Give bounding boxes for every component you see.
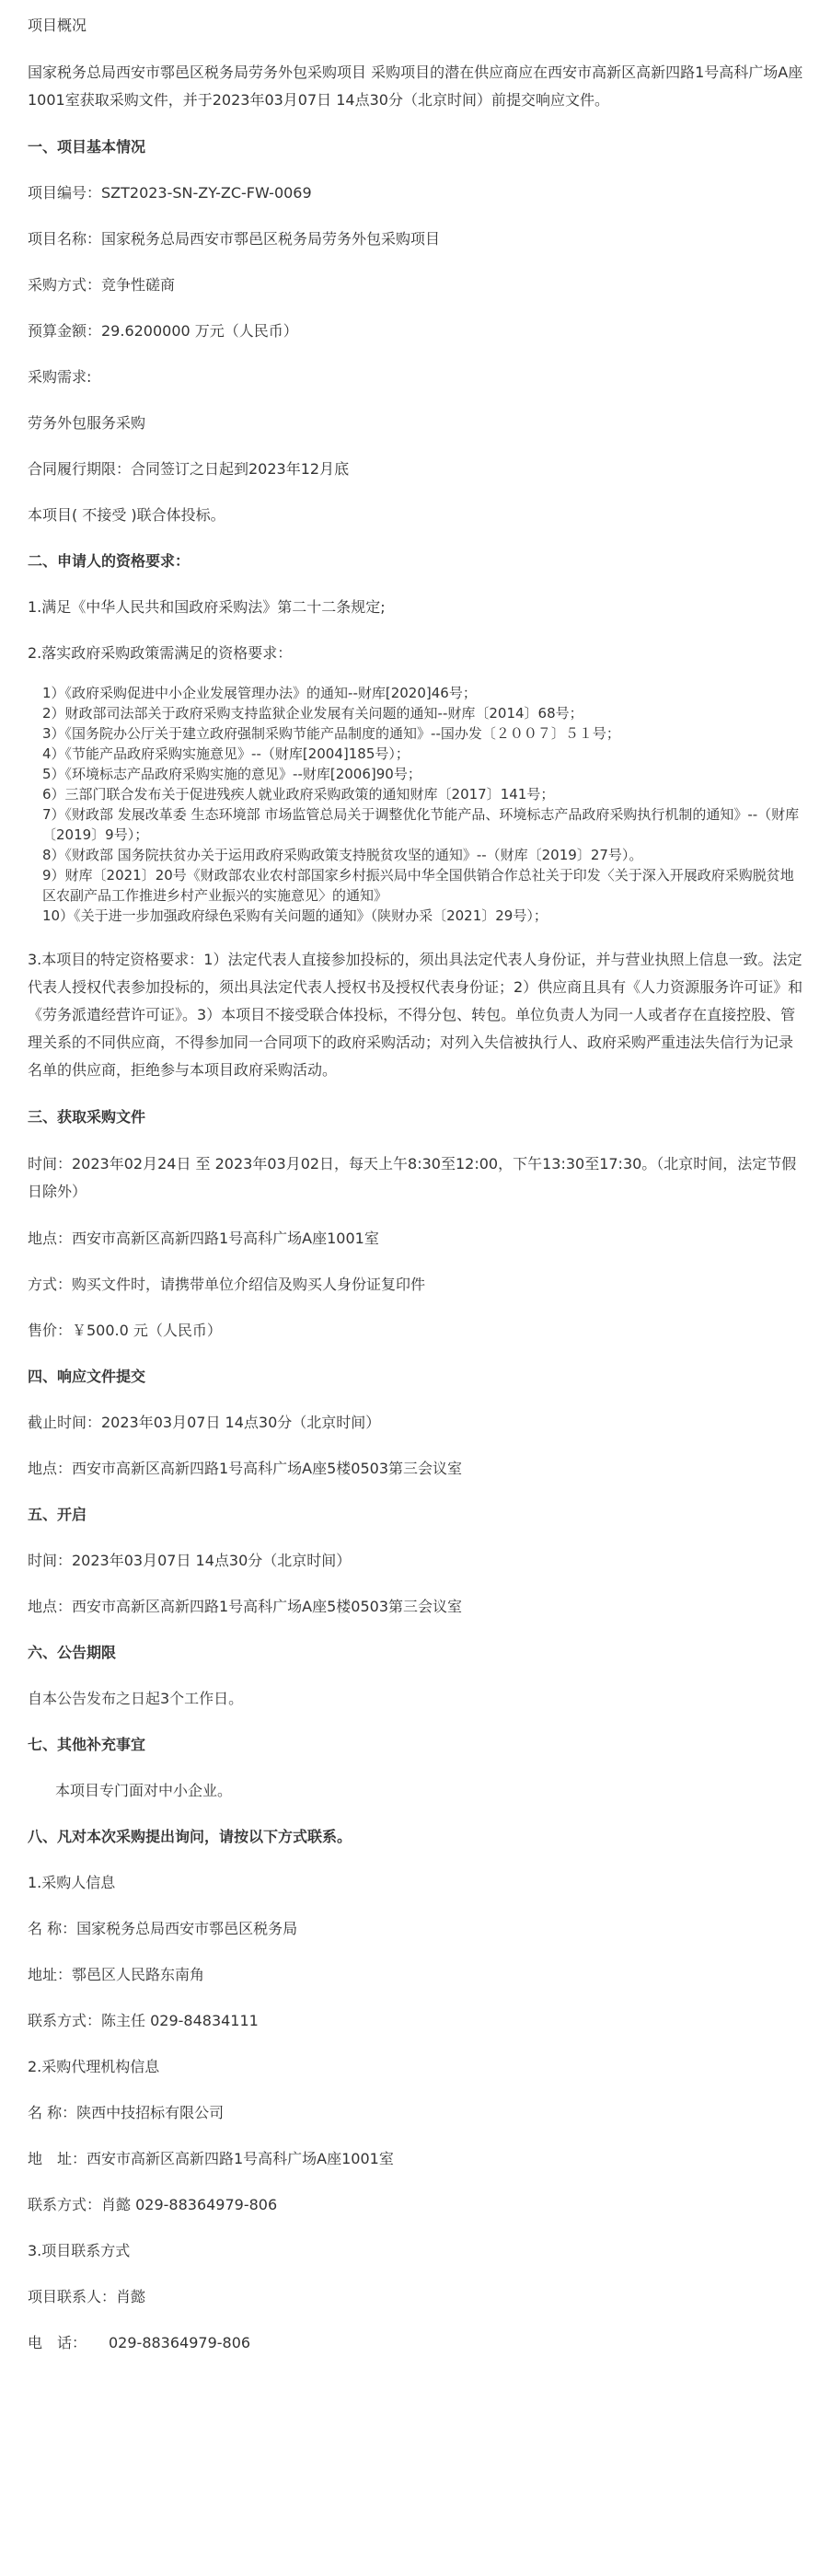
policy-item: 9）财库〔2021〕20号《财政部农业农村部国家乡村振兴局中华全国供销合作总社关于印发〈关于深入开展政府采购脱贫地区农副产品工作推进乡村产业振兴的实施意见〉的通知》 [42,867,794,904]
agency-name: 名 称：陕西中技招标有限公司 [28,2104,225,2121]
obtain-price: 售价：￥500.0 元（人民币） [28,1322,222,1339]
opening-place: 地点：西安市高新区高新四路1号高科广场A座5楼0503第三会议室 [28,1598,463,1615]
policy-item: 4）《节能产品政府采购实施意见》--（财库[2004]185号）； [42,745,410,762]
section-heading-qualifications: 二、申请人的资格要求： [28,552,190,570]
agency-info-title: 2.采购代理机构信息 [28,2058,160,2075]
project-contact-person: 项目联系人：肖懿 [28,2288,146,2305]
notice-period-text: 自本公告发布之日起3个工作日。 [28,1690,244,1707]
policy-item: 7）《财政部 发展改革委 生态环境部 市场监管总局关于调整优化节能产品、环境标志产品政府采购执行机制的通知》--（财库〔2019〕9号）； [42,806,800,843]
policy-item: 10）《关于进一步加强政府绿色采购有关问题的通知》（陕财办采〔2021〕29号）； [42,907,548,924]
agency-address: 地 址：西安市高新区高新四路1号高科广场A座1001室 [28,2150,394,2167]
obtain-time: 时间：2023年02月24日 至 2023年03月02日，每天上午8:30至12:00，下午13:30至17:30。（北京时间，法定节假日除外） [28,1155,797,1200]
policy-list [28,666,803,926]
obtain-place: 地点：西安市高新区高新四路1号高科广场A座1001室 [28,1230,379,1247]
policy-item: 6）三部门联合发布关于促进残疾人就业政府采购政策的通知财库〔2017〕141号； [42,786,555,803]
section-heading-other-matters: 七、其他补充事宜 [28,1736,146,1753]
buyer-contact: 联系方式：陈主任 029-84834111 [28,2012,259,2029]
policy-item: 5）《环境标志产品政府采购实施的意见》--财库[2006]90号； [42,766,421,782]
policy-item: 1）《政府采购促进中小企业发展管理办法》的通知--财库[2020]46号； [42,685,477,701]
budget-amount: 预算金额：29.6200000 万元（人民币） [28,322,298,340]
section-heading-opening: 五、开启 [28,1506,87,1523]
policy-item: 2）财政部司法部关于政府采购支持监狱企业发展有关问题的通知--财库〔2014〕68号； [42,705,583,722]
project-contact-title: 3.项目联系方式 [28,2242,131,2259]
qualification-2: 2.落实政府采购政策需满足的资格要求： [28,644,293,662]
section-heading-notice-period: 六、公告期限 [28,1644,117,1661]
project-contact-phone: 电 话： 029-88364979-806 [28,2334,251,2351]
section-heading-submission: 四、响应文件提交 [28,1368,146,1385]
qualification-3: 3.本项目的特定资格要求：1）法定代表人直接参加投标的，须出具法定代表人身份证，并与营业执照上信息一致。法定代表人授权代表参加投标的，须出具法定代表人授权书及授权代表身份证；2）供应商且具有《人力资源服务许可证》和《劳务派遣经营许可证》。3）本项目不接受联合体投标，不得分包、转包。单位负责人为同一人或者存在直接控股、管理关系的不同供应商，不得参加同一合同项下的政府采购活动；对列入失信被执行人、政府采购严重违法失信行为记录名单的供应商，拒绝参与本项目政府采购活动。 [28,951,803,1079]
consortium-statement: 本项目( 不接受 )联合体投标。 [28,506,225,524]
obtain-way: 方式：购买文件时，请携带单位介绍信及购买人身份证复印件 [28,1276,426,1293]
contract-period: 合同履行期限：合同签订之日起到2023年12月底 [28,460,350,478]
procurement-method: 采购方式：竞争性磋商 [28,276,176,294]
overview-title: 项目概况 [28,17,87,34]
procurement-needs-value: 劳务外包服务采购 [28,414,146,432]
project-name: 项目名称：国家税务总局西安市鄠邑区税务局劳务外包采购项目 [28,230,441,248]
qualification-1: 1.满足《中华人民共和国政府采购法》第二十二条规定; [28,598,386,616]
section-heading-obtain-documents: 三、获取采购文件 [28,1108,146,1126]
policy-item: 8）《财政部 国务院扶贫办关于运用政府采购政策支持脱贫攻坚的通知》--（财库〔2019〕27号）。 [42,847,643,863]
overview-intro: 国家税务总局西安市鄠邑区税务局劳务外包采购项目 采购项目的潜在供应商应在西安市高新区高新四路1号高科广场A座1001室获取采购文件，并于2023年03月07日 14点30分（北京时间）前提交响应文件。 [28,64,803,109]
procurement-needs-label: 采购需求: [28,368,92,386]
agency-contact: 联系方式：肖懿 029-88364979-806 [28,2196,278,2213]
project-number: 项目编号：SZT2023-SN-ZY-ZC-FW-0069 [28,184,312,202]
section-heading-basic-info: 一、项目基本情况 [28,138,146,156]
other-matters-text: 本项目专门面对中小企业。 [55,1782,233,1799]
opening-time: 时间：2023年03月07日 14点30分（北京时间） [28,1552,352,1569]
submission-deadline: 截止时间：2023年03月07日 14点30分（北京时间） [28,1414,381,1431]
buyer-info-title: 1.采购人信息 [28,1874,116,1891]
buyer-name: 名 称：国家税务总局西安市鄠邑区税务局 [28,1920,298,1937]
section-heading-contact: 八、凡对本次采购提出询问，请按以下方式联系。 [28,1828,352,1845]
submission-place: 地点：西安市高新区高新四路1号高科广场A座5楼0503第三会议室 [28,1460,463,1477]
policy-item: 3）《国务院办公厅关于建立政府强制采购节能产品制度的通知》--国办发〔２００７〕５１号； [42,725,620,742]
buyer-address: 地址：鄠邑区人民路东南角 [28,1966,205,1983]
